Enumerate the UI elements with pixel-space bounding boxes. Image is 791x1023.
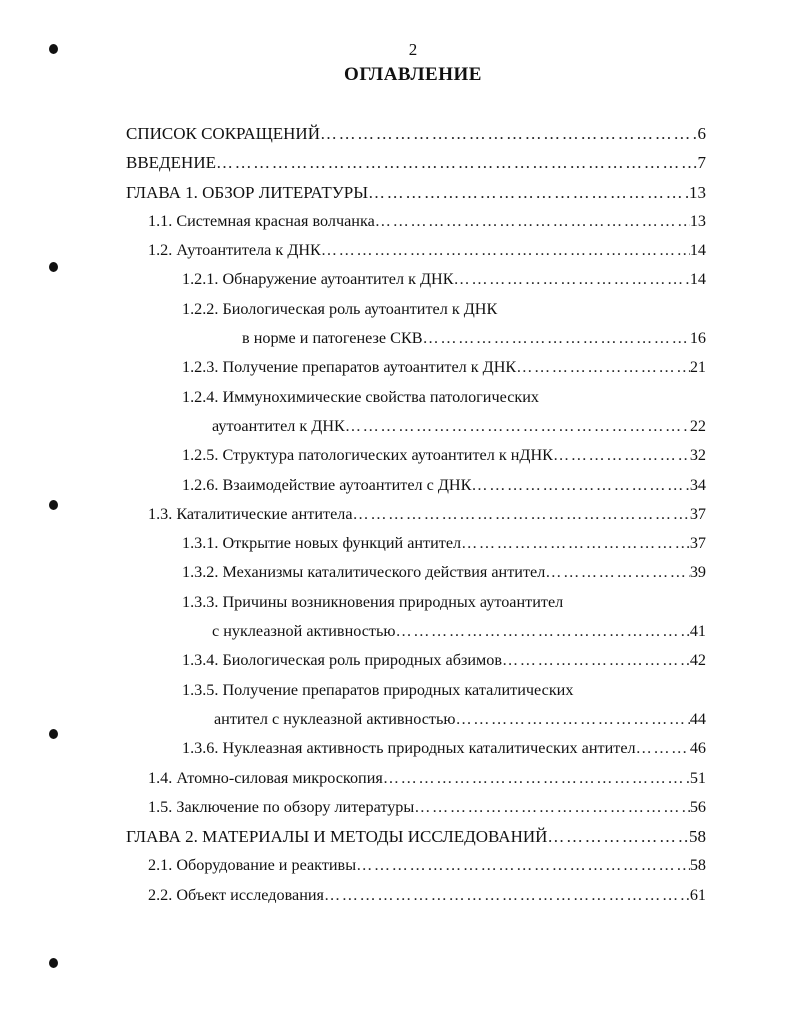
toc-entry[interactable]: 1.3.2. Механизмы каталитического действия антител …………………………………………………………………………………………………………………………………… 39 <box>126 563 706 592</box>
toc-entry[interactable]: 1.4. Атомно-силовая микроскопия …………………………………………………………………………………………………………………………………… 51 <box>126 769 706 798</box>
toc-entry[interactable]: 1.3.6. Нуклеазная активность природных каталитических антител …………………………………………………………………………………………………………………………………… 46 <box>126 739 706 768</box>
toc-entry-continuation[interactable]: в норме и патогенезе СКВ …………………………………………………………………………………………………………………………………… 16 <box>126 329 706 358</box>
punch-hole-mark <box>49 729 58 739</box>
toc-entry[interactable]: СПИСОК СОКРАЩЕНИЙ …………………………………………………………………………………………………………………………………… 6 <box>126 124 706 153</box>
table-of-contents <box>126 124 706 915</box>
toc-entry[interactable]: ГЛАВА 2. МАТЕРИАЛЫ И МЕТОДЫ ИССЛЕДОВАНИЙ …………………………………………………………………………………………………………………………………… 58 <box>126 827 706 856</box>
toc-entry[interactable]: 1.3.3. Причины возникновения природных аутоантител <box>182 592 564 611</box>
toc-entry[interactable]: 1.3.5. Получение препаратов природных каталитических <box>182 680 574 699</box>
page-number: 2 <box>408 40 418 59</box>
toc-entry-continuation[interactable]: аутоантител к ДНК …………………………………………………………………………………………………………………………………… 22 <box>126 417 706 446</box>
toc-entry[interactable]: 1.3.4. Биологическая роль природных абзимов …………………………………………………………………………………………………………………………………… 42 <box>126 651 706 680</box>
toc-entry[interactable]: 1.2.2. Биологическая роль аутоантител к ДНК <box>182 299 498 318</box>
toc-entry[interactable]: 1.5. Заключение по обзору литературы …………………………………………………………………………………………………………………………………… 56 <box>126 798 706 827</box>
toc-entry[interactable]: 1.3. Каталитические антитела …………………………………………………………………………………………………………………………………… 37 <box>126 505 706 534</box>
toc-entry[interactable]: 1.2. Аутоантитела к ДНК …………………………………………………………………………………………………………………………………… 14 <box>126 241 706 270</box>
toc-entry-continuation[interactable]: с нуклеазной активностью …………………………………………………………………………………………………………………………………… 41 <box>126 622 706 651</box>
toc-entry[interactable]: ГЛАВА 1. ОБЗОР ЛИТЕРАТУРЫ …………………………………………………………………………………………………………………………………… 13 <box>126 183 706 212</box>
page-title: ОГЛАВЛЕНИЕ <box>344 64 482 85</box>
toc-entry-continuation[interactable]: антител с нуклеазной активностью …………………………………………………………………………………………………………………………………… 44 <box>126 710 706 739</box>
toc-entry[interactable]: 1.2.3. Получение препаратов аутоантител к ДНК …………………………………………………………………………………………………………………………………… 21 <box>126 358 706 387</box>
punch-hole-mark <box>49 958 58 968</box>
toc-entry[interactable]: ВВЕДЕНИЕ …………………………………………………………………………………………………………………………………… 7 <box>126 153 706 182</box>
punch-hole-mark <box>49 44 58 54</box>
toc-entry[interactable]: 1.2.5. Структура патологических аутоантител к нДНК …………………………………………………………………………………………………………………………………… 32 <box>126 446 706 475</box>
toc-entry[interactable]: 1.3.1. Открытие новых функций антител …………………………………………………………………………………………………………………………………… 37 <box>126 534 706 563</box>
toc-entry[interactable]: 1.2.4. Иммунохимические свойства патологических <box>182 387 540 406</box>
toc-entry[interactable]: 2.1. Оборудование и реактивы …………………………………………………………………………………………………………………………………… 58 <box>126 856 706 885</box>
toc-entry[interactable]: 2.2. Объект исследования …………………………………………………………………………………………………………………………………… 61 <box>126 886 706 915</box>
toc-entry[interactable]: 1.2.6. Взаимодействие аутоантител с ДНК …………………………………………………………………………………………………………………………………… 34 <box>126 476 706 505</box>
punch-hole-mark <box>49 500 58 510</box>
toc-entry[interactable]: 1.2.1. Обнаружение аутоантител к ДНК …………………………………………………………………………………………………………………………………… 14 <box>126 270 706 299</box>
toc-entry[interactable]: 1.1. Системная красная волчанка …………………………………………………………………………………………………………………………………… 13 <box>126 212 706 241</box>
punch-hole-mark <box>49 262 58 272</box>
